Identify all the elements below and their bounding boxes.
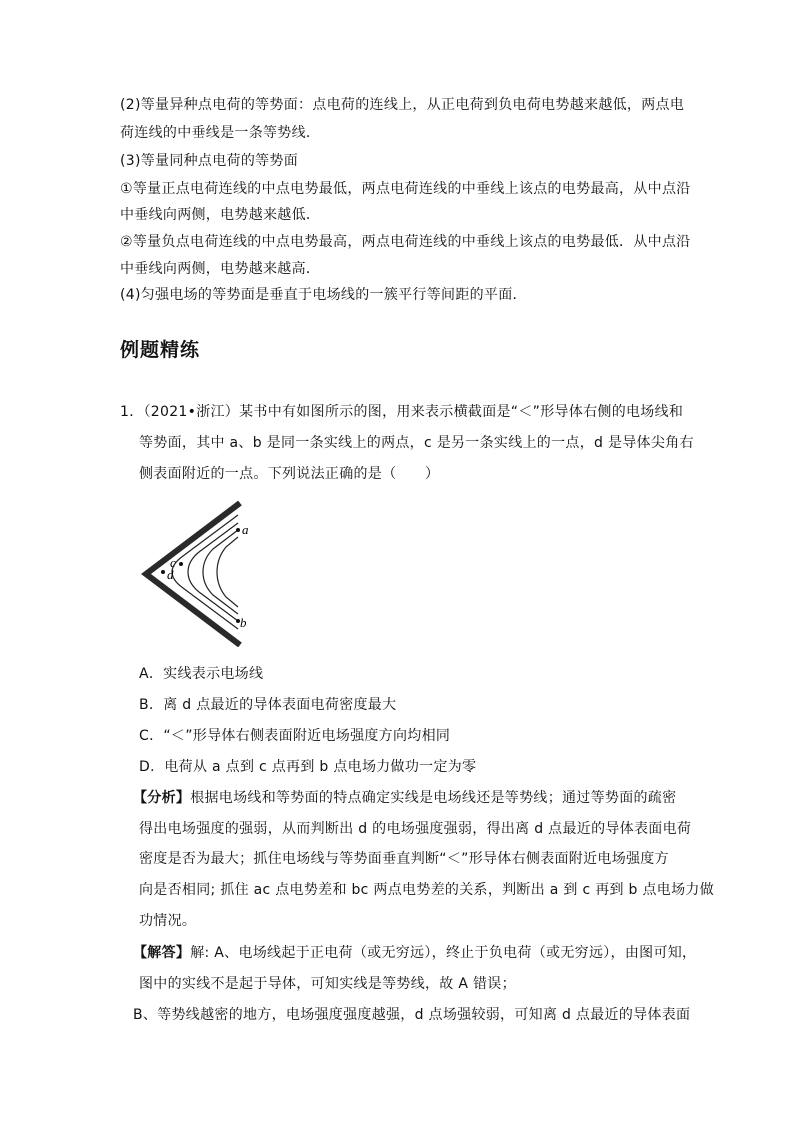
point-d-dot — [161, 570, 165, 574]
analysis-line-3: 密度是否为最大；抓住电场线与等势面垂直判断“＜”形导体右侧表面附近电场强度方 — [139, 851, 669, 867]
answer-line-1 — [133, 944, 696, 962]
intro-line-5: 中垂线向两侧，电势越来越低． — [120, 207, 321, 223]
answer-line-3: B、等势线越密的地方，电场强度强度越强，d 点场强较弱，可知离 d 点最近的导体表面 — [133, 1007, 691, 1023]
option-a: A．实线表示电场线 — [139, 666, 264, 682]
intro-line-1: (2)等量异种点电荷的等势面：点电荷的连线上，从正电荷到负电荷电势越来越低，两点电 — [120, 97, 685, 113]
analysis-line-1 — [133, 789, 676, 807]
answer-text-1: 解: A、电场线起于正电荷（或无穷远），终止于负电荷（或无穷远），由图可知， — [190, 945, 697, 961]
label-b: b — [240, 615, 247, 630]
option-b: B．离 d 点最近的导体表面电荷密度最大 — [139, 697, 397, 713]
analysis-text-1: 根据电场线和等势面的特点确定实线是电场线还是等势线；通过等势面的疏密 — [190, 790, 677, 806]
question-line-2: 等势面，其中 a、b 是同一条实线上的两点，c 是另一条实线上的一点，d 是导体尖角右 — [139, 435, 694, 451]
section-title: 例题精练 — [120, 339, 201, 361]
point-c-dot — [179, 562, 183, 566]
label-c: c — [170, 555, 176, 570]
analysis-line-4: 向是否相同; 抓住 ac 点电势差和 bc 两点电势差的关系，判断出 a 到 c 再到 b 点电场力做 — [139, 882, 714, 898]
field-curve-4 — [217, 537, 238, 607]
option-c: C．“＜”形导体右侧表面附近电场强度方向均相同 — [139, 728, 451, 744]
question-line-1: 1．（2021•浙江）某书中有如图所示的图，用来表示横截面是“＜”形导体右侧的电场线和 — [120, 404, 684, 420]
analysis-line-5: 功情况。 — [139, 913, 197, 929]
answer-line-2: 图中的实线不是起于导体，可知实线是等势线，故 A 错误； — [139, 976, 516, 992]
label-d: d — [167, 567, 174, 582]
field-curve-3 — [203, 530, 238, 614]
intro-line-3: (3)等量同种点电荷的等势面 — [120, 153, 299, 169]
answer-tag: 【解答】 — [133, 945, 191, 961]
option-d: D．电荷从 a 点到 c 点再到 b 点电场力做功一定为零 — [139, 759, 477, 775]
point-a-dot — [236, 528, 240, 532]
intro-line-6: ②等量负点电荷连线的中点电势最高，两点电荷连线的中垂线上该点的电势最低．从中点沿 — [120, 234, 691, 250]
conductor-field-figure — [136, 497, 276, 647]
intro-line-4: ①等量正点电荷连线的中点电势最低，两点电荷连线的中垂线上该点的电势最高，从中点沿 — [120, 181, 691, 197]
intro-line-7: 中垂线向两侧，电势越来越高． — [120, 261, 321, 277]
analysis-line-2: 得出电场强度的强弱，从而判断出 d 的电场强度强弱，得出离 d 点最近的导体表面电荷 — [139, 821, 692, 837]
intro-line-8: (4)匀强电场的等势面是垂直于电场线的一簇平行等间距的平面． — [120, 287, 527, 303]
label-a: a — [242, 522, 249, 537]
intro-line-2: 荷连线的中垂线是一条等势线． — [120, 125, 321, 141]
question-line-3: 侧表面附近的一点。下列说法正确的是（ ） — [139, 466, 440, 482]
analysis-tag: 【分析】 — [133, 790, 191, 806]
